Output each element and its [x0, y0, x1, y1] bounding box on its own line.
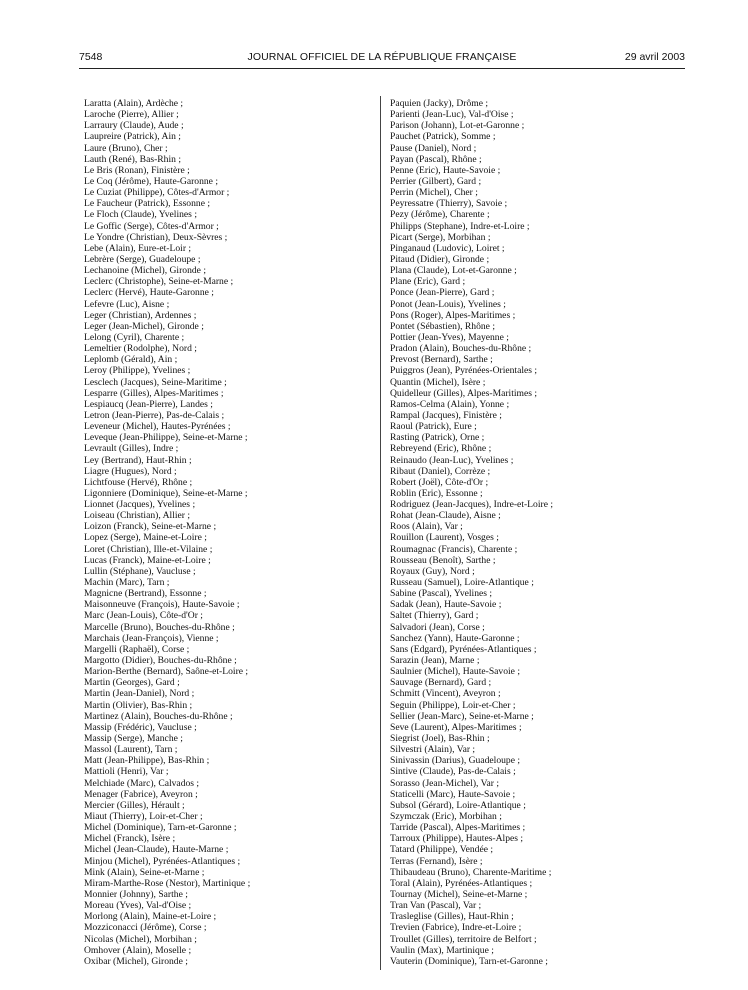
list-item: Tournay (Michel), Seine-et-Marne ;: [390, 888, 528, 900]
left-name-list: [84, 98, 250, 967]
list-item: Sintive (Claude), Pas-de-Calais ;: [390, 766, 516, 778]
list-item: Sellier (Jean-Marc), Seine-et-Marne ;: [390, 710, 534, 722]
list-item: Szymczak (Eric), Morbihan ;: [390, 811, 502, 822]
list-item: Vaulin (Max), Martinique ;: [390, 944, 494, 956]
list-item: Sans (Edgard), Pyrénées-Atlantiques ;: [390, 643, 537, 655]
list-item: Sauvage (Bernard), Gard ;: [390, 677, 492, 689]
list-item: Plane (Eric), Gard ;: [390, 276, 466, 288]
list-item: Menager (Fabrice), Aveyron ;: [84, 788, 198, 800]
list-item: Lefevre (Luc), Aisne ;: [84, 298, 170, 310]
list-item: Rousseau (Benoît), Sarthe ;: [390, 554, 496, 566]
list-item: Laupreire (Patrick), Ain ;: [84, 131, 181, 143]
list-item: Parison (Johann), Lot-et-Garonne ;: [390, 120, 525, 132]
list-item: Roumagnac (Francis), Charente ;: [390, 543, 518, 555]
list-item: Le Cuziat (Philippe), Côtes-d'Armor ;: [84, 187, 230, 199]
list-item: Seve (Laurent), Alpes-Maritimes ;: [390, 721, 522, 733]
list-item: Le Floch (Claude), Yvelines ;: [84, 209, 197, 221]
list-item: Lauth (René), Bas-Rhin ;: [84, 153, 181, 165]
list-item: Miaut (Thierry), Loir-et-Cher ;: [84, 811, 203, 822]
list-item: Leclerc (Christophe), Seine-et-Marne ;: [84, 276, 234, 288]
list-item: Matt (Jean-Philippe), Bas-Rhin ;: [84, 755, 210, 767]
list-item: Tran Van (Pascal), Var ;: [390, 900, 482, 912]
list-item: Prevost (Bernard), Sarthe ;: [390, 354, 493, 366]
list-item: Lelong (Cyril), Charente ;: [84, 331, 185, 343]
list-item: Michel (Franck), Isère ;: [84, 833, 176, 845]
list-item: Lullin (Stéphane), Vaucluse ;: [84, 565, 196, 577]
list-item: Leroy (Philippe), Yvelines ;: [84, 365, 191, 377]
list-item: Rouillon (Laurent), Vosges ;: [390, 532, 499, 544]
list-item: Pauchet (Patrick), Somme ;: [390, 131, 496, 143]
list-item: Marion-Berthe (Bernard), Saône-et-Loire ;: [84, 666, 249, 678]
list-item: Pitaud (Didier), Gironde ;: [390, 253, 490, 265]
list-item: Troullet (Gilles), territoire de Belfort ;: [390, 933, 537, 945]
list-item: Terras (Fernand), Isère ;: [390, 855, 483, 867]
journal-title: JOURNAL OFFICIEL DE LA RÉPUBLIQUE FRANÇAISE: [247, 51, 517, 63]
list-item: Nicolas (Michel), Morbihan ;: [84, 933, 197, 945]
list-item: Sinivassin (Darius), Guadeloupe ;: [390, 755, 521, 767]
list-item: Leger (Christian), Ardennes ;: [84, 309, 197, 321]
list-item: Leveque (Jean-Philippe), Seine-et-Marne ;: [84, 432, 248, 444]
list-item: Seguin (Philippe), Loir-et-Cher ;: [390, 699, 516, 711]
list-item: Letron (Jean-Pierre), Pas-de-Calais ;: [84, 409, 225, 421]
list-item: Le Coq (Jérôme), Haute-Garonne ;: [84, 175, 218, 187]
list-item: Lesparre (Gilles), Alpes-Maritimes ;: [84, 387, 224, 399]
list-item: Parienti (Jean-Luc), Val-d'Oise ;: [390, 109, 514, 121]
list-item: Sorasso (Jean-Michel), Var ;: [390, 777, 500, 789]
list-item: Mink (Alain), Seine-et-Marne ;: [84, 866, 205, 878]
list-item: Le Faucheur (Patrick), Essonne ;: [84, 198, 211, 210]
list-item: Picart (Serge), Morbihan ;: [390, 231, 491, 243]
list-item: Saulnier (Michel), Haute-Savoie ;: [390, 666, 521, 678]
list-item: Reinaudo (Jean-Luc), Yvelines ;: [390, 454, 514, 466]
list-item: Moreau (Yves), Val-d'Oise ;: [84, 900, 192, 912]
list-item: Levrault (Gilles), Indre ;: [84, 443, 179, 455]
list-item: Lebe (Alain), Eure-et-Loir ;: [84, 242, 192, 254]
list-item: Larraury (Claude), Aude ;: [84, 120, 184, 132]
list-item: Rebreyend (Eric), Rhône ;: [390, 443, 492, 455]
list-item: Rodriguez (Jean-Jacques), Indre-et-Loire ;: [390, 499, 554, 511]
list-item: Trevien (Fabrice), Indre-et-Loire ;: [390, 922, 522, 934]
list-item: Liagre (Hugues), Nord ;: [84, 465, 177, 477]
list-item: Leveneur (Michel), Hautes-Pyrénées ;: [84, 421, 231, 433]
list-item: Martin (Olivier), Bas-Rhin ;: [84, 699, 193, 711]
list-item: Ribaut (Daniel), Corrèze ;: [390, 465, 491, 477]
list-item: Raoul (Patrick), Eure ;: [390, 421, 477, 433]
list-item: Lucas (Franck), Maine-et-Loire ;: [84, 554, 211, 566]
list-item: Rampal (Jacques), Finistère ;: [390, 409, 502, 421]
list-item: Perrin (Michel), Cher ;: [390, 187, 478, 199]
list-item: Salvadori (Jean), Corse ;: [390, 621, 485, 633]
list-item: Marchais (Jean-François), Vienne ;: [84, 632, 219, 644]
list-item: Lionnet (Jacques), Yvelines ;: [84, 499, 196, 511]
list-item: Miram-Marthe-Rose (Nestor), Martinique ;: [84, 877, 251, 889]
page-header: [79, 51, 685, 67]
list-item: Quidelleur (Gilles), Alpes-Maritimes ;: [390, 387, 538, 399]
list-item: Ponot (Jean-Louis), Yvelines ;: [390, 298, 506, 310]
list-item: Morlong (Alain), Maine-et-Loire ;: [84, 911, 217, 923]
list-item: Margelli (Raphaël), Corse ;: [84, 643, 190, 655]
list-item: Leger (Jean-Michel), Gironde ;: [84, 320, 204, 332]
list-item: Sarazin (Jean), Marne ;: [390, 655, 480, 667]
list-item: Puiggros (Jean), Pyrénées-Orientales ;: [390, 365, 538, 377]
list-item: Rohat (Jean-Claude), Aisne ;: [390, 510, 501, 522]
list-item: Roblin (Eric), Essonne ;: [390, 487, 483, 499]
list-item: Ponce (Jean-Pierre), Gard ;: [390, 287, 495, 299]
list-item: Ley (Bertrand), Haut-Rhin ;: [84, 454, 192, 466]
list-item: Michel (Dominique), Tarn-et-Garonne ;: [84, 822, 237, 834]
list-item: Pinganaud (Ludovic), Loiret ;: [390, 242, 505, 254]
list-item: Marc (Jean-Louis), Côte-d'Or ;: [84, 610, 203, 622]
right-name-list: [390, 98, 553, 967]
list-item: Sabine (Pascal), Yvelines ;: [390, 588, 493, 600]
column-divider: [380, 96, 381, 970]
list-item: Leclerc (Hervé), Haute-Garonne ;: [84, 287, 214, 299]
list-item: Vauterin (Dominique), Tarn-et-Garonne ;: [390, 955, 548, 967]
list-item: Martin (Jean-Daniel), Nord ;: [84, 688, 195, 700]
list-item: Russeau (Samuel), Loire-Atlantique ;: [390, 577, 534, 589]
list-item: Lespiaucq (Jean-Pierre), Landes ;: [84, 398, 213, 410]
list-item: Marcelle (Bruno), Bouches-du-Rhône ;: [84, 621, 235, 633]
list-item: Saltet (Thierry), Gard ;: [390, 610, 479, 622]
list-item: Plana (Claude), Lot-et-Garonne ;: [390, 265, 517, 277]
list-item: Schmitt (Vincent), Aveyron ;: [390, 688, 501, 700]
list-item: Massol (Laurent), Tarn ;: [84, 744, 178, 756]
list-item: Laratta (Alain), Ardèche ;: [84, 98, 184, 109]
list-item: Loret (Christian), Ille-et-Vilaine ;: [84, 543, 213, 555]
list-item: Paquien (Jacky), Drôme ;: [390, 98, 489, 109]
list-item: Subsol (Gérard), Loire-Atlantique ;: [390, 799, 526, 811]
list-item: Lopez (Serge), Maine-et-Loire ;: [84, 532, 207, 544]
list-item: Omhover (Alain), Moselle ;: [84, 944, 192, 956]
list-item: Pons (Roger), Alpes-Maritimes ;: [390, 309, 516, 321]
list-item: Mercier (Gilles), Hérault ;: [84, 799, 185, 811]
issue-date: 29 avril 2003: [624, 51, 685, 63]
list-item: Staticelli (Marc), Haute-Savoie ;: [390, 788, 516, 800]
list-item: Tarride (Pascal), Alpes-Maritimes ;: [390, 822, 526, 834]
list-item: Leplomb (Gérald), Ain ;: [84, 354, 178, 366]
list-item: Thibaudeau (Bruno), Charente-Maritime ;: [390, 866, 552, 878]
list-item: Pause (Daniel), Nord ;: [390, 142, 477, 154]
list-item: Oxibar (Michel), Gironde ;: [84, 955, 188, 967]
list-item: Payan (Pascal), Rhône ;: [390, 153, 482, 165]
list-item: Le Bris (Ronan), Finistère ;: [84, 164, 190, 176]
list-item: Mattioli (Henri), Var ;: [84, 766, 169, 778]
list-item: Martinez (Alain), Bouches-du-Rhône ;: [84, 710, 233, 722]
list-item: Toral (Alain), Pyrénées-Atlantiques ;: [390, 877, 533, 889]
list-item: Loizon (Franck), Seine-et-Marne ;: [84, 521, 217, 533]
list-item: Siegrist (Joel), Bas-Rhin ;: [390, 733, 490, 745]
list-item: Lemeltier (Rodolphe), Nord ;: [84, 343, 197, 355]
list-item: Royaux (Guy), Nord ;: [390, 565, 475, 577]
list-item: Maisonneuve (François), Haute-Savoie ;: [84, 599, 240, 611]
list-item: Mozziconacci (Jérôme), Corse ;: [84, 922, 207, 934]
list-item: Robert (Joël), Côte-d'Or ;: [390, 476, 489, 488]
list-item: Massip (Frédéric), Vaucluse ;: [84, 721, 197, 733]
list-item: Pontet (Sébastien), Rhône ;: [390, 320, 495, 332]
list-item: Michel (Jean-Claude), Haute-Marne ;: [84, 844, 229, 856]
page-number: 7548: [79, 51, 103, 63]
list-item: Laure (Bruno), Cher ;: [84, 142, 168, 154]
list-item: Rasting (Patrick), Orne ;: [390, 432, 485, 444]
list-item: Penne (Eric), Haute-Savoie ;: [390, 164, 501, 176]
list-item: Sadak (Jean), Haute-Savoie ;: [390, 599, 502, 611]
list-item: Le Goffic (Serge), Côtes-d'Armor ;: [84, 220, 219, 232]
list-item: Tarroux (Philippe), Hautes-Alpes ;: [390, 833, 524, 845]
list-item: Pottier (Jean-Yves), Mayenne ;: [390, 331, 509, 343]
list-item: Loiseau (Christian), Allier ;: [84, 510, 191, 522]
list-item: Massip (Serge), Manche ;: [84, 733, 183, 745]
list-item: Lebrère (Serge), Guadeloupe ;: [84, 253, 201, 265]
list-item: Ramos-Celma (Alain), Yonne ;: [390, 398, 510, 410]
list-item: Trasleglise (Gilles), Haut-Rhin ;: [390, 911, 514, 923]
list-item: Margotto (Didier), Bouches-du-Rhône ;: [84, 655, 237, 667]
list-item: Peyressatre (Thierry), Savoie ;: [390, 198, 508, 210]
list-item: Philipps (Stephane), Indre-et-Loire ;: [390, 220, 530, 232]
list-item: Ligonniere (Dominique), Seine-et-Marne ;: [84, 487, 248, 499]
list-item: Le Yondre (Christian), Deux-Sèvres ;: [84, 231, 228, 243]
header-rule: [79, 68, 685, 69]
list-item: Perrier (Gilbert), Gard ;: [390, 175, 482, 187]
list-item: Silvestri (Alain), Var ;: [390, 744, 476, 756]
list-item: Magnicne (Bertrand), Essonne ;: [84, 588, 207, 600]
list-item: Laroche (Pierre), Allier ;: [84, 109, 179, 121]
list-item: Machin (Marc), Tarn ;: [84, 577, 170, 589]
list-item: Sanchez (Yann), Haute-Garonne ;: [390, 632, 520, 644]
list-item: Lesclech (Jacques), Seine-Maritime ;: [84, 376, 227, 388]
list-item: Monnier (Johnny), Sarthe ;: [84, 888, 188, 900]
list-item: Lechanoine (Michel), Gironde ;: [84, 265, 207, 277]
list-item: Martin (Georges), Gard ;: [84, 677, 180, 689]
list-item: Tatard (Philippe), Vendée ;: [390, 844, 494, 856]
list-item: Quantin (Michel), Isère ;: [390, 376, 486, 388]
list-item: Roos (Alain), Var ;: [390, 521, 463, 533]
list-item: Pezy (Jérôme), Charente ;: [390, 209, 490, 221]
list-item: Minjou (Michel), Pyrénées-Atlantiques ;: [84, 855, 241, 867]
list-item: Lichtfouse (Hervé), Rhône ;: [84, 476, 193, 488]
list-item: Melchiade (Marc), Calvados ;: [84, 777, 200, 789]
list-item: Pradon (Alain), Bouches-du-Rhône ;: [390, 343, 532, 355]
